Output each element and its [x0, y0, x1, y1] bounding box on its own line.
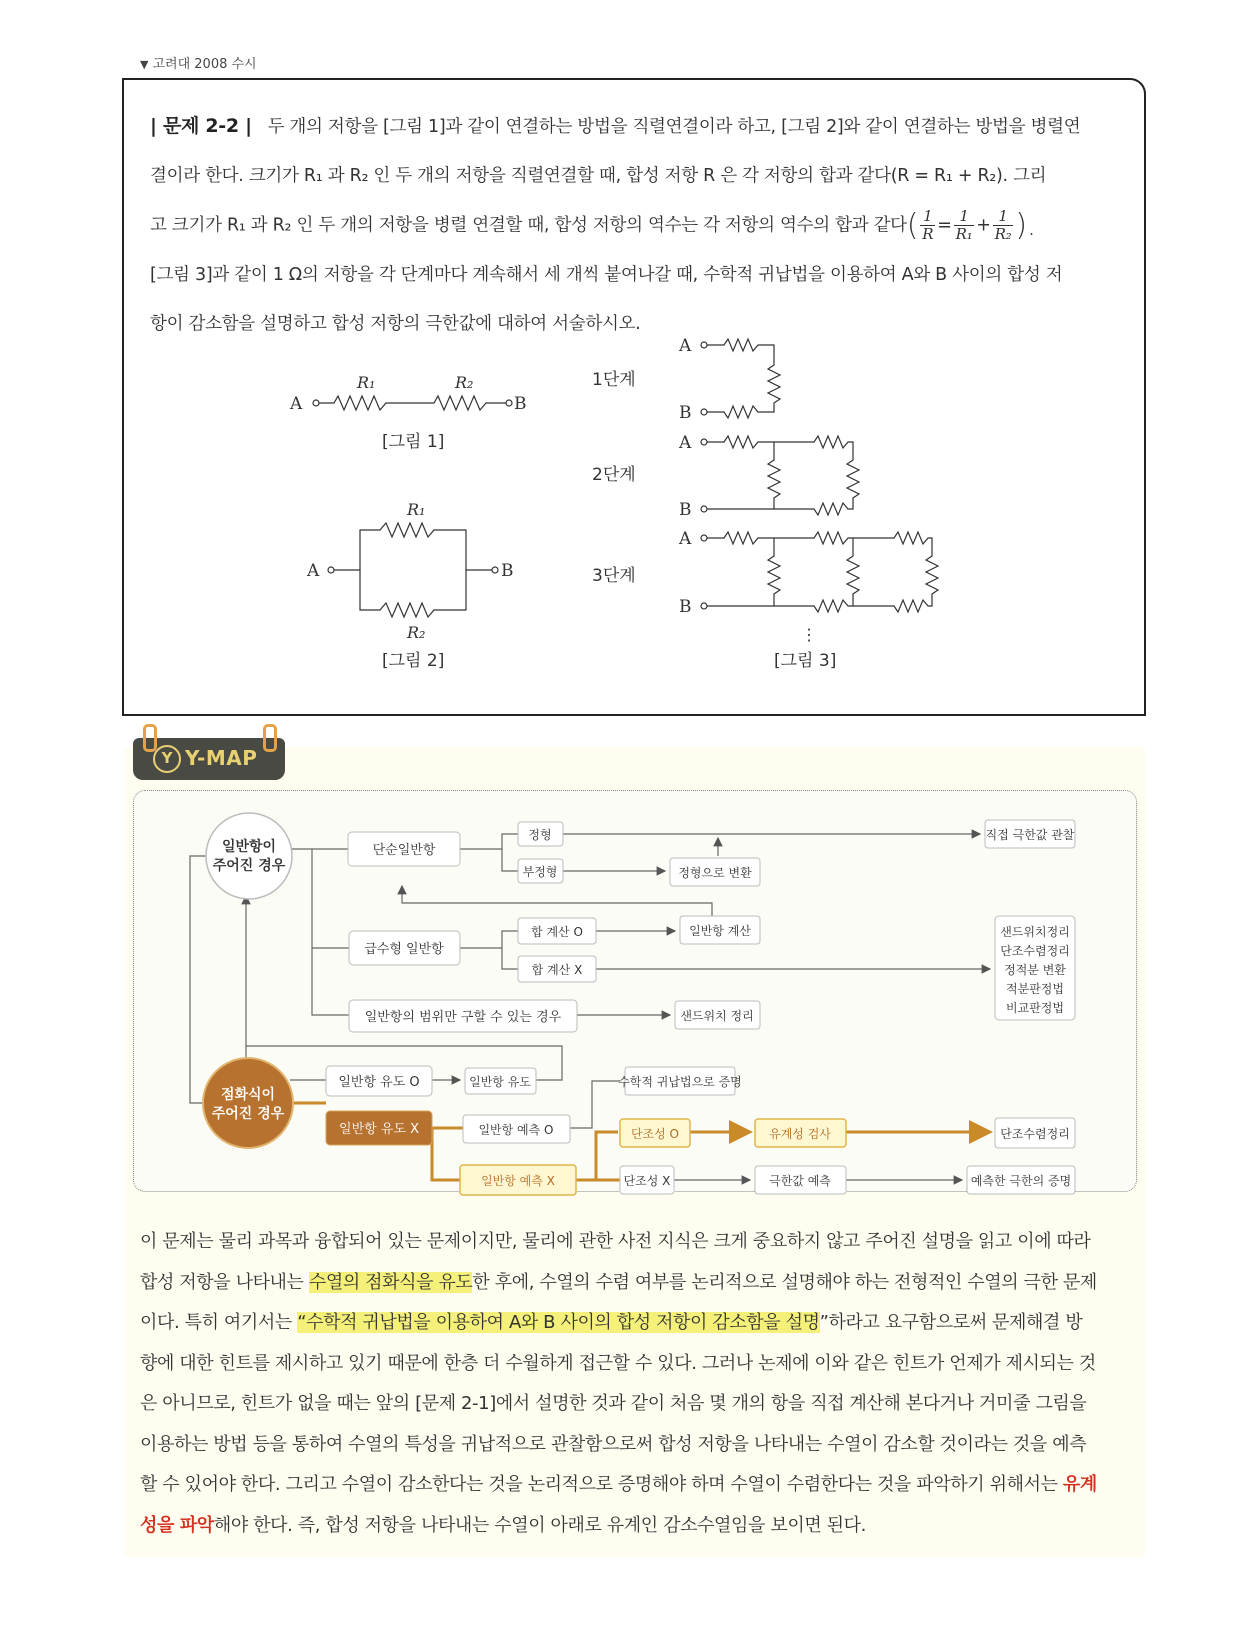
- node-gen-calc: 일반항 계산: [689, 924, 751, 938]
- node-general-given-1: 일반항이: [221, 839, 277, 855]
- triangle-icon: ▼: [140, 58, 149, 71]
- node-theorem-3: 정적분 변환: [1004, 963, 1066, 977]
- node-general-given-2: 주어진 경우: [212, 858, 286, 874]
- fig3-dots: ⋮: [801, 625, 817, 644]
- explanation-line: [140, 1506, 1134, 1547]
- fig1-r2-label: R₂: [455, 373, 474, 392]
- fig3-s3-a: A: [679, 529, 692, 549]
- fig3-s2-a: A: [679, 433, 692, 453]
- node-derive-o: 일반항 유도 O: [338, 1075, 420, 1090]
- fig1-a-label: A: [290, 394, 303, 414]
- node-unfixed: 부정형: [522, 865, 558, 879]
- fig2-caption: [그림 2]: [382, 651, 445, 671]
- node-derive-x: 일반항 유도 X: [339, 1122, 419, 1137]
- fig3-stage2-label: 2단계: [592, 465, 636, 485]
- explanation-line: [140, 1222, 1134, 1263]
- explanation-text: [140, 1222, 1134, 1546]
- ymap-title: Y-MAP: [185, 746, 258, 770]
- node-induction: 수학적 귀납법으로 증명: [618, 1075, 742, 1089]
- node-mono-conv: 단조수렴정리: [1000, 1127, 1070, 1141]
- explanation-segment: 이 문제는 물리 과목과 융합되어 있는 문제이지만, 물리에 관한 사전 지식은 크게 중요하지 않고 주어진 설명을 읽고 이에 따라: [140, 1231, 1091, 1252]
- explanation-segment: 이용하는 방법 등을 통하여 수열의 특성을 귀납적으로 관찰함으로써 합성 저항을 나타내는 수열이 감소할 것이라는 것을 예측: [140, 1433, 1087, 1455]
- node-sandwich: 샌드위치 정리: [680, 1009, 754, 1023]
- explanation-segment: 성을 파악: [140, 1514, 214, 1536]
- problem-line-1: | 문제 2-2 | 두 개의 저항을 [그림 1]과 같이 연결하는 방법을 직렬연결이라 하고, [그림 2]와 같이 연결하는 방법을 병렬연: [150, 115, 1081, 137]
- node-direct-limit: 직접 극한값 관찰: [985, 828, 1075, 842]
- node-range-only: 일반항의 범위만 구할 수 있는 경우: [364, 1010, 562, 1025]
- node-mono-x: 단조성 X: [623, 1174, 671, 1188]
- node-simple: 단순일반항: [372, 843, 436, 858]
- explanation-segment: 한 후에, 수열의 수렴 여부를 논리적으로 설명해야 하는 전형적인 수열의 극한 문제: [472, 1271, 1097, 1293]
- explanation-segment: 향에 대한 힌트를 제시하고 있기 때문에 한층 더 수월하게 접근할 수 있다. 그러나 논제에 이와 같은 힌트가 언제가 제시되는 것: [140, 1352, 1096, 1374]
- problem-line-3: 고 크기가 R₁ 과 R₂ 인 두 개의 저항을 병렬 연결할 때, 합성 저항의 역수는 각 저항의 역수의 합과 같다( $\frac{1}{R}$ = $\frac{1}{\text{R₁}}$ + $\frac{1}{\text{R₂}}$ ).: [150, 207, 1037, 243]
- explanation-segment: 합성 저항을 나타내는: [140, 1271, 309, 1293]
- node-sum-o: 합 계산 O: [531, 925, 583, 939]
- explanation-segment: 유계: [1062, 1474, 1097, 1495]
- node-to-fixed: 정형으로 변환: [678, 866, 752, 880]
- explanation-line: [140, 1344, 1134, 1385]
- explanation-segment: 은 아니므로, 힌트가 없을 때는 앞의 [문제 2-1]에서 설명한 것과 같이 처음 몇 개의 항을 직접 계산해 본다거나 거미줄 그림을: [140, 1393, 1087, 1414]
- problem-line-5: 항이 감소함을 설명하고 합성 저항의 극한값에 대하여 서술하시오.: [150, 313, 641, 334]
- fig1-b-label: B: [514, 394, 527, 414]
- fig3-stage3-label: 3단계: [592, 566, 636, 586]
- node-predict-x: 일반항 예측 X: [481, 1174, 555, 1188]
- node-derive: 일반항 유도: [469, 1075, 531, 1089]
- fig3-s1-a: A: [679, 336, 692, 356]
- node-limit-proof: 예측한 극한의 증명: [970, 1174, 1072, 1188]
- fig1-r1-label: R₁: [357, 373, 376, 392]
- node-predict-o: 일반항 예측 O: [478, 1123, 554, 1137]
- explanation-segment: 해야 한다. 즉, 합성 저항을 나타내는 수열이 아래로 유계인 감소수열임을 보이면 된다.: [213, 1514, 866, 1536]
- fig2-r2-label: R₂: [407, 623, 426, 642]
- explanation-segment: 할 수 있어야 한다. 그리고 수열이 감소한다는 것을 논리적으로 증명해야 하며 수열이 수렴한다는 것을 파악하기 위해서는: [140, 1474, 1063, 1495]
- ymap-logo-icon: Y: [153, 745, 181, 773]
- explanation-segment: “수학적 귀납법을 이용하여 A와 B 사이의: [297, 1312, 617, 1333]
- node-limit-predict: 극한값 예측: [769, 1174, 831, 1188]
- fig3-s3-b: B: [679, 597, 692, 617]
- node-bounded: 유계성 검사: [769, 1127, 831, 1141]
- explanation-line: [140, 1425, 1134, 1466]
- node-theorem-4: 적분판정법: [1006, 982, 1064, 996]
- fraction-1-over-r1: $\frac{1}{\text{R₁}}$: [955, 207, 973, 243]
- fig2-b-label: B: [501, 561, 514, 581]
- explanation-line: [140, 1263, 1134, 1304]
- explanation-line: [140, 1303, 1134, 1344]
- fig1-caption: [그림 1]: [382, 432, 445, 452]
- explanation-line: [140, 1465, 1134, 1506]
- explanation-segment: 이다. 특히 여기서는: [140, 1312, 298, 1333]
- fig2-a-label: A: [307, 561, 320, 581]
- problem-line-4: [그림 3]과 같이 1 Ω의 저항을 각 단계마다 계속해서 세 개씩 붙여나갈 때, 수학적 귀납법을 이용하여 A와 B 사이의 합성 저: [150, 264, 1063, 285]
- node-recur-given-1: 점화식이: [220, 1087, 276, 1103]
- fig2-r1-label: R₁: [407, 500, 426, 519]
- header-text: 고려대 2008 수시: [152, 57, 257, 72]
- explanation-segment: 합성 저항이 감소함을 설명: [616, 1312, 820, 1333]
- fraction-1-over-r2: $\frac{1}{\text{R₂}}$: [994, 207, 1012, 243]
- node-fixed: 정형: [528, 828, 552, 842]
- fraction-1-over-r: $\frac{1}{R}$: [922, 207, 934, 243]
- node-mono-o: 단조성 O: [630, 1127, 680, 1141]
- node-sum-x: 합 계산 X: [531, 963, 583, 977]
- fig3-stage1-label: 1단계: [592, 370, 636, 390]
- explanation-segment: ”하라고 요구함으로써 문제해결 방: [819, 1312, 1083, 1333]
- node-theorem-1: 샌드위치정리: [1000, 925, 1070, 939]
- problem-line-2: 결이라 한다. 크기가 R₁ 과 R₂ 인 두 개의 저항을 직렬연결할 때, 합성 저항 R 은 각 저항의 합과 같다(R = R₁ + R₂). 그리: [150, 166, 1047, 186]
- node-recur-given-2: 주어진 경우: [211, 1106, 285, 1122]
- explanation-segment: 수열의 점화식을 유도: [308, 1271, 473, 1293]
- node-series: 급수형 일반항: [364, 942, 444, 957]
- node-theorem-5: 비교판정법: [1006, 1001, 1064, 1015]
- fig3-s2-b: B: [679, 500, 692, 520]
- fig3-caption: [그림 3]: [774, 651, 837, 671]
- fig3-s1-b: B: [679, 403, 692, 423]
- node-theorem-2: 단조수렴정리: [1000, 944, 1070, 958]
- explanation-line: [140, 1384, 1134, 1425]
- problem-label: | 문제 2-2 |: [150, 115, 252, 137]
